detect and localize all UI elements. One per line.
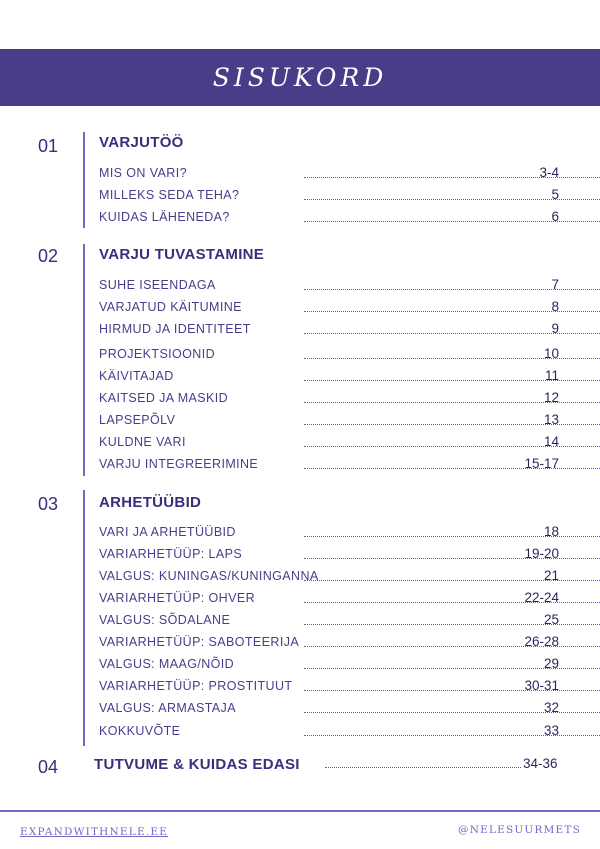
toc-entry-label: KUIDAS LÄHENEDA? <box>99 210 230 224</box>
toc-entry-label: PROJEKTSIOONID <box>99 347 216 361</box>
toc-entry-page: 14 <box>543 434 559 449</box>
toc-entry[interactable] <box>99 322 559 338</box>
toc-entry-page: 6 <box>551 209 559 224</box>
toc-entry[interactable] <box>99 613 559 629</box>
toc-entry[interactable] <box>99 166 559 182</box>
page-title: SISUKORD <box>212 63 388 92</box>
toc-entry-page: 18 <box>543 524 559 539</box>
toc-entry-page: 29 <box>543 656 559 671</box>
toc-entry-label: VALGUS: KUNINGAS/KUNINGANNA <box>99 569 319 583</box>
header-banner <box>0 49 600 106</box>
toc-entry-page: 25 <box>543 612 559 627</box>
toc-entry[interactable] <box>99 569 559 585</box>
toc-entry-page: 15-17 <box>524 456 559 471</box>
section-divider-line <box>83 132 85 228</box>
toc-entry[interactable] <box>99 300 559 316</box>
toc-entry-page: 30-31 <box>524 678 559 693</box>
toc-entry[interactable] <box>99 547 559 563</box>
toc-entry-label: KAITSED JA MASKID <box>99 391 229 405</box>
toc-entry-label: VARIARHETÜÜP: SABOTEERIJA <box>99 635 300 649</box>
toc-entry-page: 11 <box>544 368 559 383</box>
toc-entry[interactable] <box>99 657 559 673</box>
website-link[interactable]: EXPANDWITHNELE.EE <box>20 826 169 838</box>
toc-entry-label: KULDNE VARI <box>99 435 186 449</box>
section-title: ARHETÜÜBID <box>99 494 202 511</box>
toc-entry-page: 26-28 <box>524 634 559 649</box>
section-number: 04 <box>38 757 59 777</box>
toc-entry-page: 21 <box>543 568 559 583</box>
toc-entry[interactable] <box>99 210 559 226</box>
toc-entry[interactable] <box>99 391 559 407</box>
toc-entry-label: VARJU INTEGREERIMINE <box>99 457 259 471</box>
toc-entry-page: 12 <box>543 390 559 405</box>
toc-entry[interactable] <box>99 679 559 695</box>
toc-entry-label: HIRMUD JA IDENTITEET <box>99 322 251 336</box>
toc-entry-label: VARIARHETÜÜP: PROSTITUUT <box>99 679 293 693</box>
toc-entry-page: 19-20 <box>524 546 559 561</box>
toc-entry-page: 8 <box>551 299 559 314</box>
toc-entry[interactable] <box>99 435 559 451</box>
toc-entry-label: VARIARHETÜÜP: LAPS <box>99 547 243 561</box>
toc-entry-label: KOKKUVÕTE <box>99 724 181 738</box>
toc-entry-page: 13 <box>543 412 559 427</box>
section-title: VARJU TUVASTAMINE <box>99 246 265 263</box>
leader-dots <box>325 767 521 768</box>
toc-entry-label: LAPSEPÕLV <box>99 413 176 427</box>
toc-entry[interactable] <box>99 701 559 717</box>
toc-entry[interactable] <box>99 347 559 363</box>
social-handle[interactable]: @NELESUURMETS <box>458 824 581 836</box>
section-number: 01 <box>38 136 59 156</box>
section-title: VARJUTÖÖ <box>99 134 184 151</box>
toc-entry-page: 5 <box>551 187 559 202</box>
footer-divider <box>0 810 600 812</box>
section-divider-line <box>83 244 85 476</box>
toc-entry-page: 32 <box>543 700 559 715</box>
toc-entry-page: 34-36 <box>523 756 558 771</box>
toc-entry-label: SUHE ISEENDAGA <box>99 278 216 292</box>
toc-entry[interactable] <box>99 635 559 651</box>
toc-entry-label: KÄIVITAJAD <box>99 369 174 383</box>
toc-entry[interactable] <box>99 369 559 385</box>
section-divider-line <box>83 490 85 746</box>
toc-entry[interactable] <box>99 591 559 607</box>
toc-entry[interactable] <box>99 525 559 541</box>
section-number: 03 <box>38 494 59 514</box>
section-title-link[interactable]: TUTVUME & KUIDAS EDASI <box>94 756 300 773</box>
toc-entry-page: 9 <box>551 321 559 336</box>
toc-entry-label: VARJATUD KÄITUMINE <box>99 300 242 314</box>
toc-entry[interactable] <box>99 413 559 429</box>
section-number: 02 <box>38 246 59 266</box>
toc-entry-label: MIS ON VARI? <box>99 166 187 180</box>
toc-entry-page: 22-24 <box>524 590 559 605</box>
toc-entry-page: 10 <box>543 346 559 361</box>
toc-entry[interactable] <box>99 188 559 204</box>
toc-entry[interactable] <box>99 278 559 294</box>
toc-entry[interactable] <box>99 457 559 473</box>
toc-entry-label: VARI JA ARHETÜÜBID <box>99 525 236 539</box>
toc-entry-label: VARIARHETÜÜP: OHVER <box>99 591 256 605</box>
toc-entry-label: VALGUS: ARMASTAJA <box>99 701 236 715</box>
toc-entry-label: MILLEKS SEDA TEHA? <box>99 188 240 202</box>
toc-entry-page: 3-4 <box>539 165 559 180</box>
toc-entry[interactable] <box>99 724 559 740</box>
toc-entry-label: VALGUS: SÕDALANE <box>99 613 231 627</box>
toc-entry-page: 7 <box>551 277 559 292</box>
toc-entry-page: 33 <box>543 723 559 738</box>
toc-entry-label: VALGUS: MAAG/NÕID <box>99 657 235 671</box>
